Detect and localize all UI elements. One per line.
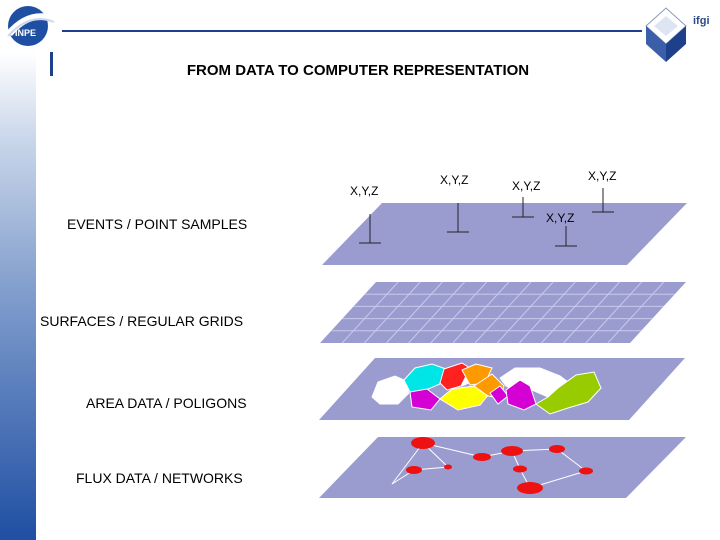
logo-text: INPE: [15, 28, 37, 38]
layer-label-surfaces: SURFACES / REGULAR GRIDS: [40, 313, 244, 329]
ifgi-text: ifgi: [693, 15, 710, 27]
sample-label: X,Y,Z: [440, 173, 469, 187]
layer-label-flux: FLUX DATA / NETWORKS: [76, 470, 243, 486]
layer-label-events: EVENTS / POINT SAMPLES: [67, 216, 248, 232]
sample-label: X,Y,Z: [546, 211, 575, 225]
page-title: FROM DATA TO COMPUTER REPRESENTATION: [186, 62, 530, 79]
sample-label: X,Y,Z: [350, 184, 379, 198]
network-plane: [319, 437, 686, 498]
points-plane: [322, 203, 687, 265]
layer-label-area: AREA DATA / POLIGONS: [86, 395, 247, 411]
sample-label: X,Y,Z: [512, 179, 541, 193]
sample-label: X,Y,Z: [588, 169, 617, 183]
